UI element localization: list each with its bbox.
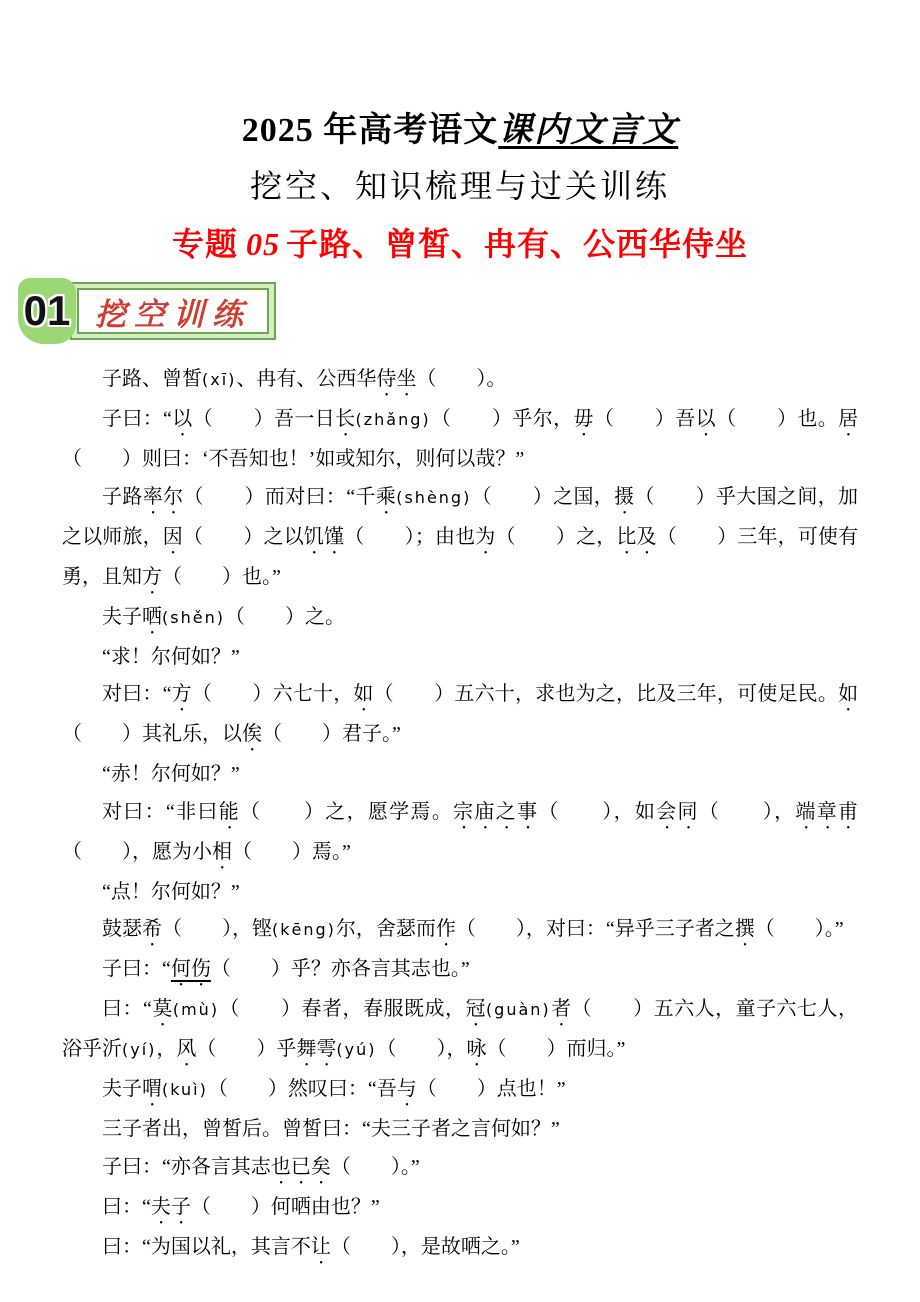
- answer-blank: （ ）: [62, 448, 142, 470]
- text-run: “点！尔何如？”: [102, 880, 240, 903]
- text-run: 何哂由也？”: [270, 1195, 380, 1218]
- text-run: 三年，可使有勇，且知: [62, 525, 859, 588]
- text-run: 三子者出，曾皙后。曾皙曰：“夫三子者之言何如？”: [102, 1118, 560, 1140]
- answer-blank: （ ）: [262, 723, 342, 745]
- pinyin-annotation: (shèng): [396, 487, 472, 507]
- text-run: 之，愿学焉。: [325, 800, 454, 823]
- text-run: 之，: [576, 525, 617, 548]
- answer-blank: （ ）: [486, 1038, 567, 1060]
- exercise-paragraph: [62, 1111, 858, 1149]
- emphasized-term: 居: [838, 408, 859, 430]
- emphasized-term: 喟: [142, 1078, 162, 1100]
- emphasized-term: 方: [142, 565, 162, 588]
- exercise-paragraph: [62, 639, 858, 677]
- text-run: 夫子: [102, 605, 142, 628]
- answer-blank: （ ）: [538, 800, 614, 823]
- exercise-paragraph: [62, 756, 858, 794]
- text-run: 鼓瑟: [102, 918, 142, 940]
- topic-label: 专题: [171, 226, 238, 262]
- answer-blank: （ ）: [571, 998, 654, 1020]
- text-run: 曰：“: [102, 998, 152, 1020]
- answer-blank: （ ）: [754, 918, 825, 940]
- section-number-badge: 01: [18, 278, 76, 344]
- section-header: [18, 277, 920, 345]
- emphasized-term: 长: [335, 408, 356, 430]
- emphasized-term: 俟: [242, 723, 262, 745]
- exercise-paragraph: [62, 479, 858, 599]
- text-run: ，是故哂之。”: [400, 1235, 520, 1258]
- answer-blank: （ ）: [634, 485, 716, 508]
- answer-blank: （ ）: [207, 1078, 288, 1100]
- answer-blank: （ ）: [344, 525, 415, 548]
- text-run: 。”: [400, 1155, 420, 1178]
- answer-blank: （ ）: [210, 958, 291, 980]
- text-run: 也。: [797, 408, 839, 430]
- exercise-paragraph: [62, 1149, 858, 1189]
- text-run: 而对曰：“千: [264, 485, 376, 508]
- text-run: 乎大国之间，加之以师旅，: [62, 485, 859, 548]
- text-run: 、冉有、公西华: [236, 368, 377, 390]
- text-run: 则曰：‘不吾知也！’如或知尔，则何以哉？”: [142, 448, 525, 470]
- answer-blank: （ ）: [219, 998, 302, 1020]
- emphasized-term: 如: [838, 683, 859, 705]
- exercise-paragraph: [62, 951, 858, 991]
- emphasized-term: 作: [435, 918, 456, 940]
- emphasized-term: 以: [695, 408, 716, 430]
- text-run: 吾: [675, 408, 696, 430]
- pinyin-annotation: (mù): [172, 1000, 220, 1019]
- emphasized-term: 会同: [656, 800, 699, 823]
- text-run: 之以: [263, 525, 304, 548]
- answer-blank: （ ）: [455, 918, 526, 940]
- answer-blank: （ ）: [656, 525, 738, 548]
- emphasized-term: 毋: [573, 408, 594, 430]
- text-run: ，如: [613, 800, 657, 823]
- answer-blank: （ ）: [190, 1195, 271, 1218]
- emphasized-term: 莫: [151, 998, 173, 1020]
- text-run: 君子。”: [342, 723, 401, 745]
- topic-title: 子路、曾皙、冉有、公西华侍坐: [286, 226, 749, 262]
- emphasized-term: 以: [171, 408, 193, 430]
- emphasized-term: 舞雩: [296, 1038, 337, 1060]
- topic-heading: [0, 219, 920, 265]
- text-run: 其礼乐，以: [142, 723, 242, 745]
- pinyin-annotation: (shěn): [162, 607, 225, 627]
- text-run: ，: [156, 1038, 177, 1060]
- text-run: ，对曰：“异乎三子者之: [525, 918, 735, 940]
- text-run: “赤！尔何如？”: [102, 763, 240, 785]
- exercise-paragraph: [62, 676, 858, 756]
- exercise-paragraph: [62, 911, 858, 951]
- emphasized-term: 比及: [616, 525, 657, 548]
- emphasized-term: 率尔: [142, 485, 184, 508]
- emphasized-term: 方: [171, 683, 192, 705]
- text-run: 吾一日: [274, 408, 336, 430]
- emphasized-term: 咏: [466, 1038, 487, 1060]
- answer-blank: （ ）: [593, 408, 676, 430]
- text-run: 之。: [304, 605, 345, 628]
- answer-blank: （ ）: [715, 408, 798, 430]
- text-run: 尔，舍瑟而: [335, 918, 436, 940]
- answer-blank: （ ）: [192, 408, 275, 430]
- text-run: ；由也: [414, 525, 476, 548]
- text-run: 夫子: [102, 1078, 142, 1100]
- answer-blank: （ ）: [373, 683, 455, 705]
- emphasized-term: 端章甫: [795, 800, 859, 823]
- pinyin-annotation: (kēng): [272, 920, 336, 939]
- emphasized-term: 因: [162, 525, 183, 548]
- exercise-body: [0, 361, 920, 1269]
- text-run: ，: [774, 800, 796, 823]
- answer-blank: （ ）: [162, 918, 232, 940]
- text-run: 五六十，求也为之，比及三年，可使足民。: [454, 683, 839, 705]
- emphasized-term: 哂: [142, 605, 162, 628]
- answer-blank: （ ）: [162, 565, 242, 588]
- emphasized-term: 如: [353, 683, 374, 705]
- answer-blank: （ ）: [698, 800, 775, 823]
- exercise-paragraph: [62, 1189, 858, 1229]
- exercise-paragraph: [62, 794, 858, 874]
- emphasized-term: 饥馑: [303, 525, 345, 548]
- emphasized-term: 摄: [614, 485, 635, 508]
- text-run: 乎？亦各言其志也。”: [290, 958, 470, 980]
- section-label-frame: [70, 282, 276, 340]
- text-run: ，愿为小: [132, 840, 212, 863]
- text-run: 。”: [824, 918, 844, 940]
- pinyin-annotation: (kuì): [162, 1080, 208, 1099]
- text-run: 。: [486, 368, 507, 390]
- answer-blank: （ ）: [62, 723, 142, 745]
- emphasized-term: 乘: [375, 485, 397, 508]
- text-run: 五六人，童子六七人，浴乎沂: [62, 998, 859, 1060]
- text-run: 也。”: [242, 565, 281, 588]
- exercise-paragraph: [62, 1071, 858, 1111]
- emphasized-term: 夫子: [150, 1195, 191, 1218]
- exercise-paragraph: [62, 401, 858, 479]
- text-run: 乎尔，: [512, 408, 574, 430]
- emphasized-term: 者: [550, 998, 572, 1020]
- answer-blank: （ ）: [224, 605, 305, 628]
- emphasized-term: 冠: [465, 998, 486, 1020]
- answer-blank: （ ）: [330, 1235, 401, 1258]
- emphasized-term: 也已矣: [270, 1155, 331, 1178]
- answer-blank: （ ）: [196, 1038, 277, 1060]
- exercise-paragraph: [62, 599, 858, 639]
- emphasized-term: 为: [475, 525, 496, 548]
- emphasized-term: 希: [142, 918, 162, 940]
- emphasized-term: 能: [218, 800, 241, 823]
- text-run: 子曰：“: [102, 958, 171, 980]
- text-run: 点也！”: [496, 1078, 566, 1100]
- exercise-paragraph: [62, 1229, 858, 1269]
- text-run: 而归。”: [566, 1038, 626, 1060]
- answer-blank: （ ）: [62, 840, 132, 863]
- answer-blank: （ ）: [330, 1155, 401, 1178]
- answer-blank: （ ）: [376, 1038, 447, 1060]
- answer-blank: （ ）: [232, 840, 312, 863]
- emphasized-term: 侍坐: [376, 368, 417, 390]
- text-run: 曰：“: [102, 1195, 151, 1218]
- emphasized-term: 风: [176, 1038, 197, 1060]
- title-prefix: 2025 年高考语文: [241, 112, 499, 149]
- answer-blank: （ ）: [416, 368, 487, 390]
- emphasized-term: 与: [396, 1078, 417, 1100]
- answer-blank: （ ）: [471, 485, 554, 508]
- exercise-paragraph: [62, 991, 858, 1071]
- answer-blank: （ ）: [183, 485, 265, 508]
- text-run: 春者，春服既成，: [301, 998, 466, 1020]
- text-run: 子路: [102, 485, 143, 508]
- topic-number: 05: [246, 226, 280, 262]
- text-run: 之国，: [553, 485, 615, 508]
- section-label: 挖空训练: [77, 288, 269, 334]
- emphasized-term: 撰: [734, 918, 755, 940]
- answer-blank: （ ）: [191, 683, 273, 705]
- pinyin-annotation: (zhǎng): [355, 410, 431, 429]
- document-title-line1: [0, 102, 920, 151]
- answer-blank: （ ）: [495, 525, 577, 548]
- emphasized-term: 何伤: [170, 958, 211, 980]
- text-run: 六七十，: [272, 683, 354, 705]
- text-run: 对曰：“: [102, 683, 172, 705]
- text-run: 子路、曾皙: [102, 368, 202, 390]
- pinyin-annotation: (xī): [202, 370, 237, 389]
- answer-blank: （ ）: [416, 1078, 497, 1100]
- text-run: 乎: [276, 1038, 297, 1060]
- text-run: ，铿: [232, 918, 272, 940]
- emphasized-term: 让: [310, 1235, 331, 1258]
- text-run: 曰：“为国以礼，其言不: [102, 1235, 311, 1258]
- document-title-line2: 挖空、知识梳理与过关训练: [249, 168, 670, 204]
- pinyin-annotation: (yí): [122, 1040, 157, 1059]
- text-run: “求！尔何如？”: [102, 645, 240, 668]
- text-run: ，: [446, 1038, 467, 1060]
- answer-blank: （ ）: [240, 800, 326, 823]
- title-emphasized-part: 课内文言文: [498, 112, 679, 149]
- pinyin-annotation: (yú): [336, 1040, 377, 1059]
- text-run: 然叹曰：“吾: [287, 1078, 397, 1100]
- text-run: 焉。”: [312, 840, 351, 863]
- answer-blank: （ ）: [430, 408, 513, 430]
- text-run: 子曰：“亦各言其志: [102, 1155, 271, 1178]
- emphasized-term: 相: [212, 840, 232, 863]
- exercise-paragraph: [62, 361, 858, 401]
- text-run: 对曰：“非曰: [102, 800, 219, 823]
- answer-blank: （ ）: [182, 525, 264, 548]
- emphasized-term: 宗庙之事: [453, 800, 539, 823]
- text-run: 子曰：“: [102, 408, 172, 430]
- exercise-paragraph: [62, 874, 858, 912]
- pinyin-annotation: (guàn): [485, 1000, 551, 1019]
